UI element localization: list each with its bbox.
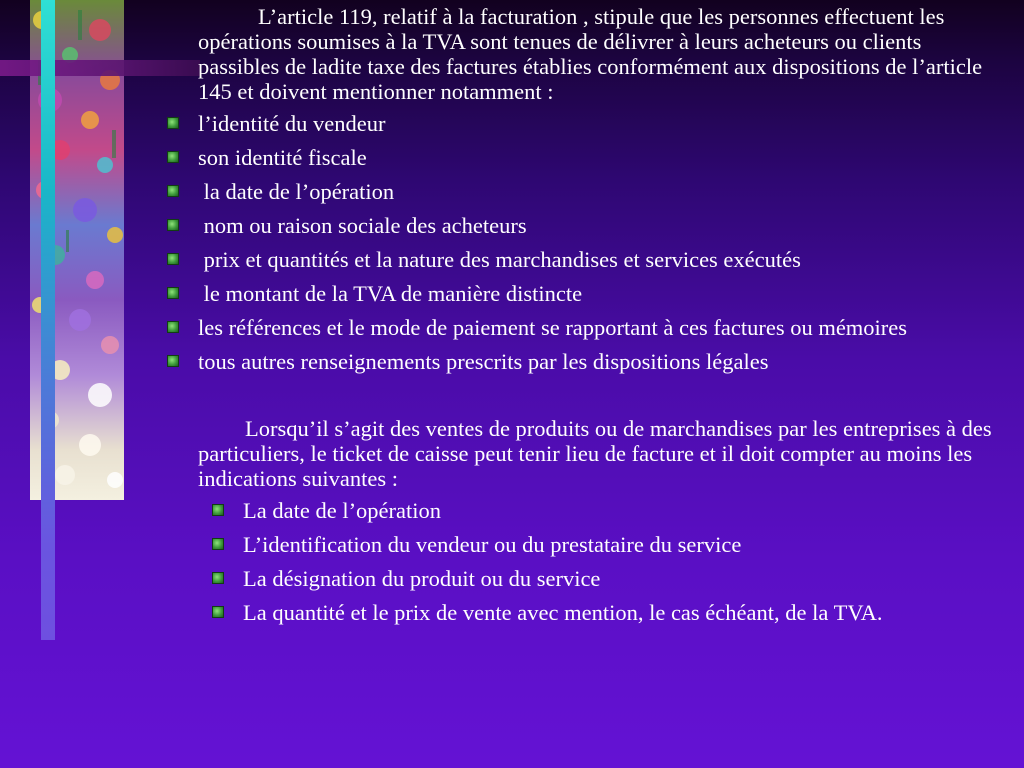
square-bullet-icon (167, 185, 179, 197)
list-item-text: les références et le mode de paiement se rapportant à ces factures ou mémoires (198, 315, 908, 340)
list-item-text: La désignation du produit ou du service (243, 566, 601, 591)
list-item (160, 532, 1000, 557)
list-item-text: La quantité et le prix de vente avec mention, le cas échéant, de la TVA. (243, 600, 883, 625)
list-item-text: la date de l’opération (198, 179, 395, 204)
list-item-text: le montant de la TVA de manière distincte (198, 281, 583, 306)
list-item-text: son identité fiscale (198, 145, 367, 170)
square-bullet-icon (167, 117, 179, 129)
list-item-text: prix et quantités et la nature des marchandises et services exécutés (198, 247, 801, 272)
list-item (160, 315, 1000, 340)
list-item-text: tous autres renseignements prescrits par les dispositions légales (198, 349, 769, 374)
receipt-paragraph: Lorsqu’il s’agit des ventes de produits ou de marchandises par les entreprises à des particuliers, le ticket de caisse peut tenir lieu de facture et il doit compter au moins les indications suivantes : (198, 416, 992, 491)
list-item (160, 145, 1000, 170)
decorative-vertical-bar (41, 0, 55, 640)
list-item (160, 179, 1000, 204)
list-item (160, 213, 1000, 238)
square-bullet-icon (212, 572, 224, 584)
list-item-text: La date de l’opération (243, 498, 442, 523)
square-bullet-icon (212, 606, 224, 618)
list-item (160, 247, 1000, 272)
square-bullet-icon (167, 287, 179, 299)
square-bullet-icon (167, 321, 179, 333)
square-bullet-icon (167, 355, 179, 367)
list-item (160, 111, 1000, 136)
square-bullet-icon (167, 151, 179, 163)
slide-content (160, 4, 1000, 634)
receipt-requirements-list (160, 498, 1000, 625)
list-item-text: nom ou raison sociale des acheteurs (198, 213, 527, 238)
list-item-text: L’identification du vendeur ou du prestataire du service (243, 532, 742, 557)
list-item (160, 600, 1000, 625)
square-bullet-icon (212, 504, 224, 516)
square-bullet-icon (212, 538, 224, 550)
square-bullet-icon (167, 253, 179, 265)
intro-paragraph: L’article 119, relatif à la facturation , stipule que les personnes effectuent les opérations soumises à la TVA sont tenues de délivrer à leurs acheteurs ou clients passibles de ladite taxe des factures établies conformément aux dispositions de l’article 145 et doivent mentionner notamment : (198, 4, 983, 104)
list-item-text: l’identité du vendeur (198, 111, 386, 136)
list-item (160, 349, 1000, 374)
invoice-requirements-list (160, 111, 1000, 374)
list-item (160, 566, 1000, 591)
list-item (160, 281, 1000, 306)
square-bullet-icon (167, 219, 179, 231)
list-item (160, 498, 1000, 523)
